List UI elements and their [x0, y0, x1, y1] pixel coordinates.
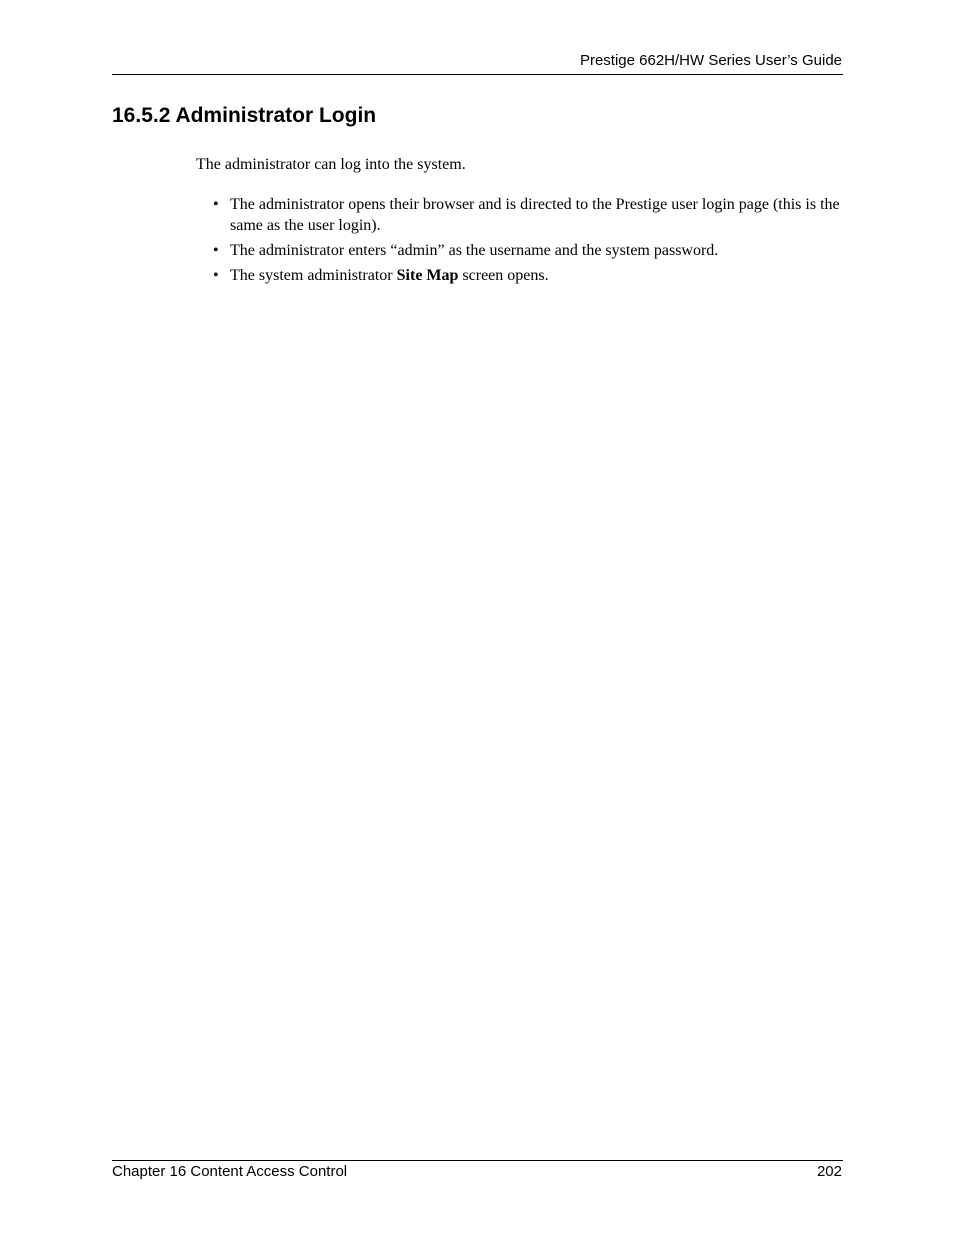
- section-heading: 16.5.2 Administrator Login: [112, 104, 377, 127]
- page-footer: [112, 1160, 843, 1185]
- bullet-icon: •: [213, 267, 219, 284]
- list-item: [196, 265, 846, 286]
- list-item: [196, 240, 846, 261]
- page-header: [112, 50, 843, 75]
- list-item: [196, 194, 846, 236]
- bullet-icon: •: [213, 242, 219, 259]
- bullet-text: The administrator enters “admin” as the username and the system password.: [230, 242, 719, 259]
- intro-paragraph: The administrator can log into the system.: [196, 156, 466, 173]
- bullet-text-prefix: The system administrator: [230, 267, 397, 284]
- bullet-icon: •: [213, 196, 219, 213]
- bullet-text: The administrator opens their browser and is directed to the Prestige user login page (this is the same as the user login).: [230, 196, 840, 234]
- guide-title: Prestige 662H/HW Series User’s Guide: [579, 52, 842, 69]
- page-number: 202: [816, 1163, 842, 1180]
- bullet-text-suffix: screen opens.: [458, 267, 549, 284]
- site-map-term: Site Map: [396, 267, 459, 284]
- chapter-title: Chapter 16 Content Access Control: [112, 1163, 348, 1180]
- bullet-list: [196, 194, 846, 290]
